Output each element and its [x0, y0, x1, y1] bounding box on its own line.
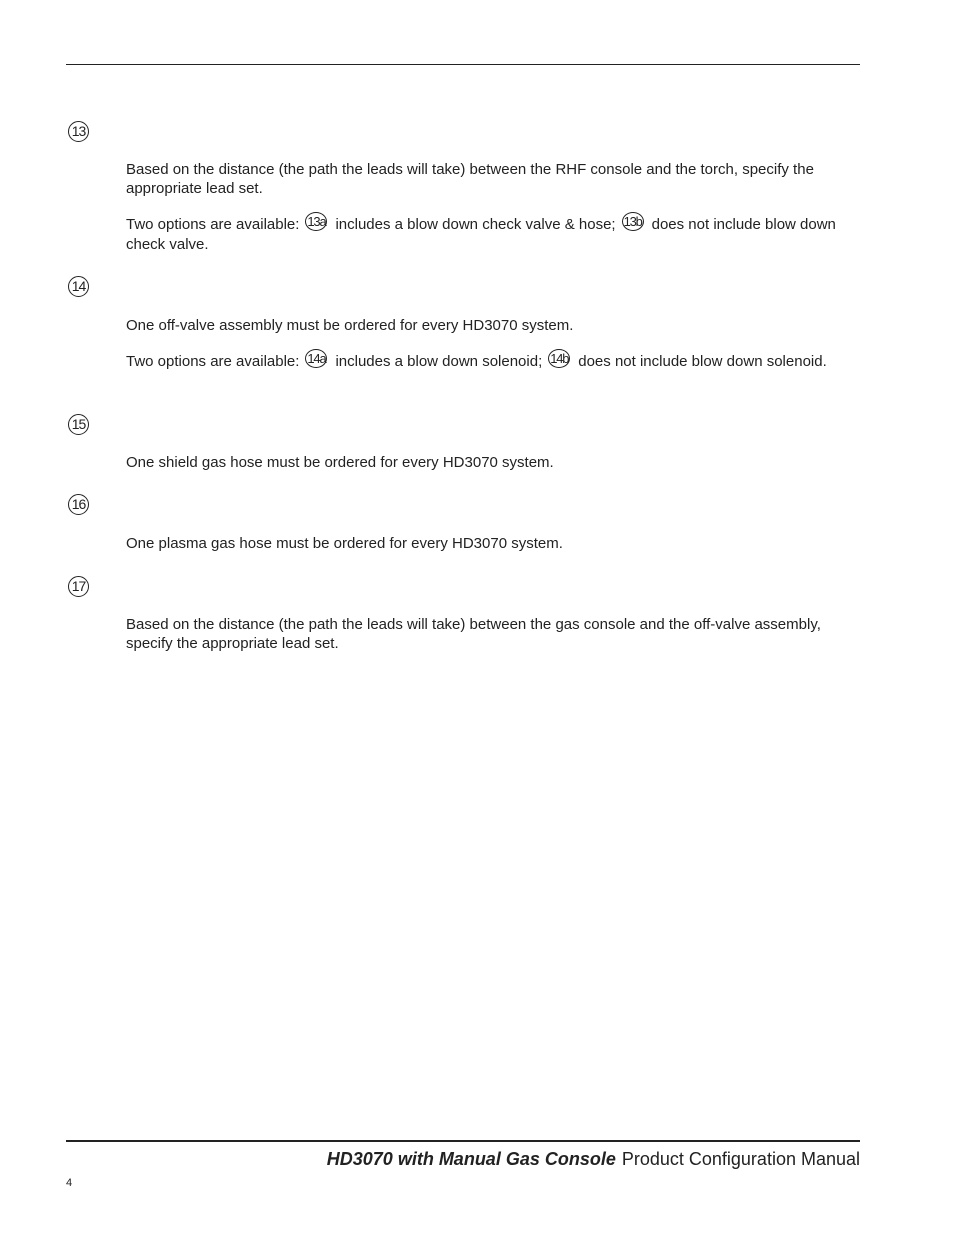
section-14-paragraph-1: One off-valve assembly must be ordered for every HD3070 system.: [126, 317, 574, 334]
option-marker-14a: 14a: [307, 350, 326, 366]
section-13-paragraph-1: Based on the distance (the path the leads will take) between the RHF console and the torch, specify the appropriate lead set.: [126, 161, 814, 197]
section-16-paragraph-1: One plasma gas hose must be ordered for every HD3070 system.: [126, 535, 563, 552]
section-marker-13: 13: [68, 121, 89, 142]
footer-product-name: HD3070 with Manual Gas Console: [326, 1149, 616, 1169]
section-13-paragraph-2: [126, 215, 856, 254]
option-13b-text: does not include blow down check valve.: [126, 216, 836, 253]
option-marker-14b: 14b: [550, 350, 569, 366]
section-15-paragraph-1: One shield gas hose must be ordered for every HD3070 system.: [126, 454, 554, 471]
section-marker-16: 16: [68, 494, 89, 515]
option-marker-13a: 13a: [307, 213, 326, 229]
option-13a-text: includes a blow down check valve & hose;: [335, 216, 616, 233]
footer-manual-title: Product Configuration Manual: [621, 1149, 860, 1169]
option-14b-text: does not include blow down solenoid.: [578, 353, 827, 370]
footer-title: [327, 1149, 860, 1170]
section-marker-17: 17: [68, 576, 89, 597]
section-marker-14: 14: [68, 276, 89, 297]
option-14a-text: includes a blow down solenoid;: [335, 353, 543, 370]
options-prefix: Two options are available:: [126, 216, 300, 233]
page-number: 4: [66, 1177, 73, 1189]
option-marker-13b: 13b: [623, 213, 642, 229]
header-rule: [66, 64, 860, 65]
options-prefix: Two options are available:: [126, 353, 300, 370]
section-17-paragraph-1: Based on the distance (the path the leads will take) between the gas console and the off-valve assembly, specify the appropriate lead set.: [126, 616, 821, 652]
section-marker-15: 15: [68, 414, 89, 435]
section-14-paragraph-2: [126, 352, 856, 372]
footer-rule: [66, 1140, 860, 1142]
